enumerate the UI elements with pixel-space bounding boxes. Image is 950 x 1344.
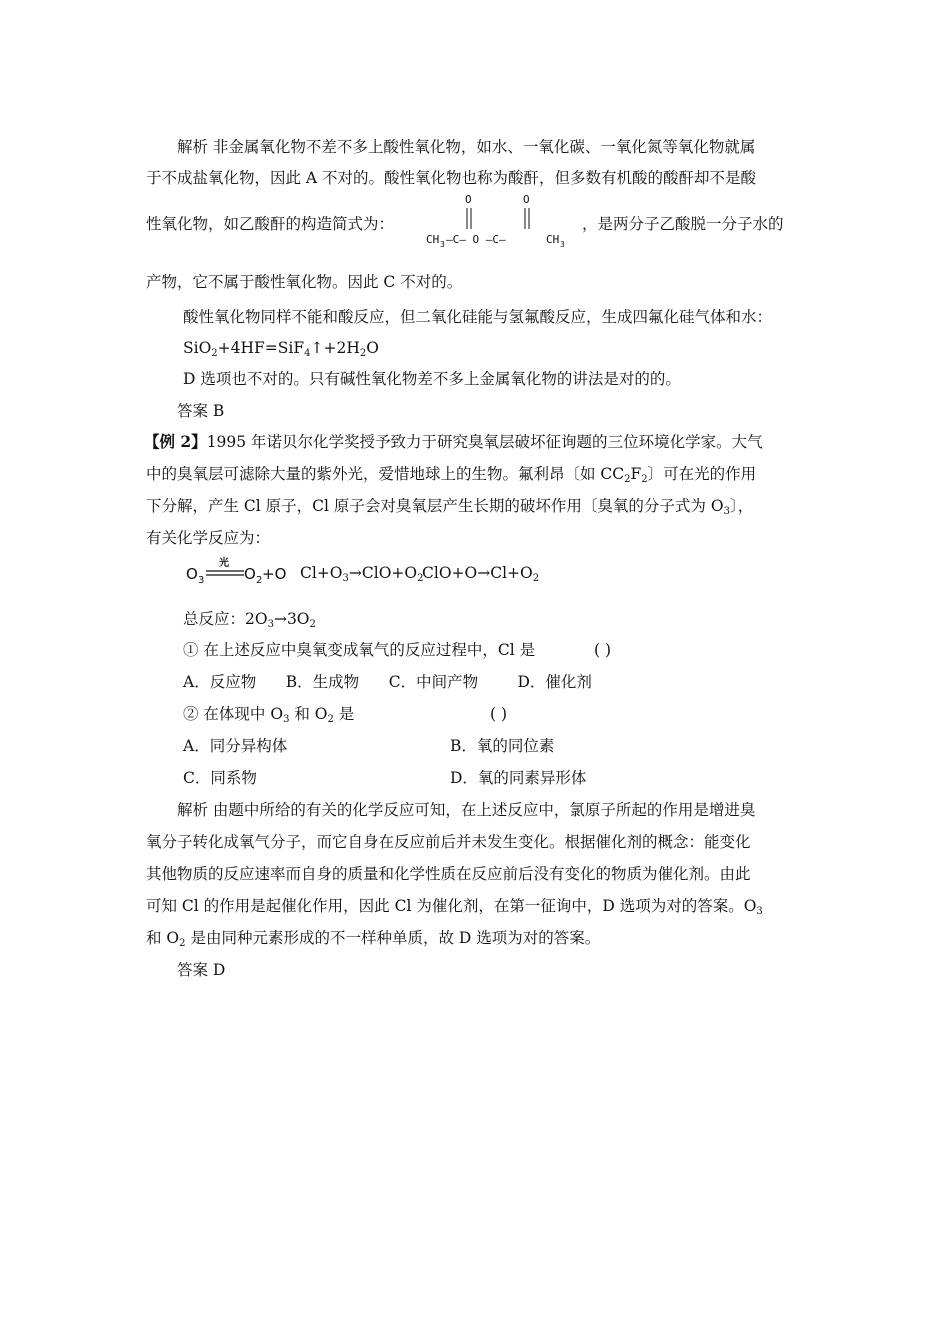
- example-2-line-3: 下分解，产生 Cl 原子，Cl 原子会对臭氧层产生长期的破坏作用〔臭氧的分子式为 $O_3$〕，: [146, 497, 754, 517]
- option-d: D．氧的同素异形体: [450, 769, 587, 787]
- structure-sub-left: 3: [440, 240, 445, 249]
- product-plus-o: +O: [262, 565, 287, 583]
- answer-1: 答案 B: [177, 402, 225, 420]
- sio2-hf-equation: $SiO_2+4HF=SiF_4↑+2H_2O$: [183, 339, 379, 359]
- reactant-sub: 3: [198, 575, 205, 586]
- example-2-line-1: 【例 2】1995 年诺贝尔化学奖授予致力于研究臭氧层破坏征询题的三位环境化学家。大气: [144, 432, 763, 451]
- analysis-1-line-4: 产物，它不属于酸性氧化物。因此 C 不对的。: [146, 273, 463, 291]
- photolysis-equation: [186, 556, 296, 586]
- analysis-1-line-3b: ，是两分子乙酸脱一分子水的: [582, 215, 784, 233]
- analysis-3-line-4: 可知 Cl 的作用是起催化作用，因此 Cl 为催化剂，在第一征询中，D 选项为对的答案。$O_3$: [146, 897, 763, 917]
- product-sub: 2: [256, 575, 263, 586]
- structure-ch-right: CH: [546, 233, 560, 246]
- analysis-2-line-3: D 选项也不对的。只有碱性氧化物差不多上金属氧化物的讲法是对的的。: [183, 370, 681, 388]
- analysis-2-line-1: 酸性氧化物同样不能和酸反应，但二氧化硅能与氢氟酸反应，生成四氟化硅气体和水：: [183, 308, 773, 326]
- analysis-3-line-1: 解析 由题中所给的有关的化学反应可知，在上述反应中，氯原子所起的作用是增进臭: [177, 801, 756, 819]
- reaction-2: $Cl+O_3\to ClO+O_2$: [300, 564, 424, 584]
- structure-ch-left: CH: [426, 233, 440, 246]
- analysis-1-line-2: 于不成盐氧化物，因此 A 不对的。酸性氧化物也称为酸酐，但多数有机酸的酸酐却不是酸: [146, 169, 757, 187]
- question-1-stem: ① 在上述反应中臭氧变成氧气的反应过程中，Cl 是: [183, 641, 536, 659]
- total-reaction: 总反应：$2O_3\to 3O_2$: [183, 610, 316, 630]
- reactant-o: O: [186, 565, 198, 583]
- analysis-1-line-1: 解析 非金属氧化物不差不多上酸性氧化物，如水、一氧化碳、一氧化氮等氧化物就属: [177, 138, 756, 156]
- option-a: A．同分异构体: [183, 737, 288, 755]
- structure-chain: —C— O —C—: [446, 233, 506, 246]
- product-o: O: [244, 565, 256, 583]
- analysis-3-line-2: 氧分子转化成氧气分子，而它自身在反应前后并未发生变化。根据催化剂的概念：能变化: [146, 833, 751, 851]
- structure-oxygen-2: O: [523, 193, 530, 206]
- option-c: C．同系物: [183, 769, 257, 787]
- structure-sub-right: 3: [560, 240, 565, 249]
- question-2-stem: ② 在体现中 $O_3$ 和 $O_2$ 是: [183, 705, 355, 725]
- acetic-anhydride-structure: [424, 191, 574, 253]
- analysis-3-line-5: 和 $O_2$ 是由同种元素形成的不一样种单质，故 D 选项为对的答案。: [146, 929, 601, 949]
- question-2-paren: ( ): [490, 705, 508, 723]
- light-label: 光: [219, 558, 229, 569]
- analysis-3-line-3: 其他物质的反应速率而自身的质量和化学性质在反应前后没有变化的物质为催化剂。由此: [146, 865, 751, 883]
- option-b: B．氧的同位素: [450, 737, 555, 755]
- example-2-line-2: 中的臭氧层可滤除大量的紫外光，爱惜地球上的生物。氟利昂〔如 $CC_2F_2$〕可在光的作用: [146, 465, 757, 485]
- structure-oxygen-1: O: [465, 193, 472, 206]
- analysis-1-line-3a: 性氧化物，如乙酸酐的构造简式为：: [146, 215, 395, 233]
- question-1-paren: ( ): [594, 641, 612, 659]
- example-2-tag: 【例 2】: [144, 432, 207, 451]
- example-2-line-4: 有关化学反应为：: [146, 529, 271, 547]
- answer-2: 答案 D: [177, 961, 226, 979]
- reaction-3: $ClO+O\to Cl+O_2$: [422, 564, 540, 584]
- question-1-options: A．反应物 B．生成物 C．中间产物 D．催化剂: [183, 673, 592, 691]
